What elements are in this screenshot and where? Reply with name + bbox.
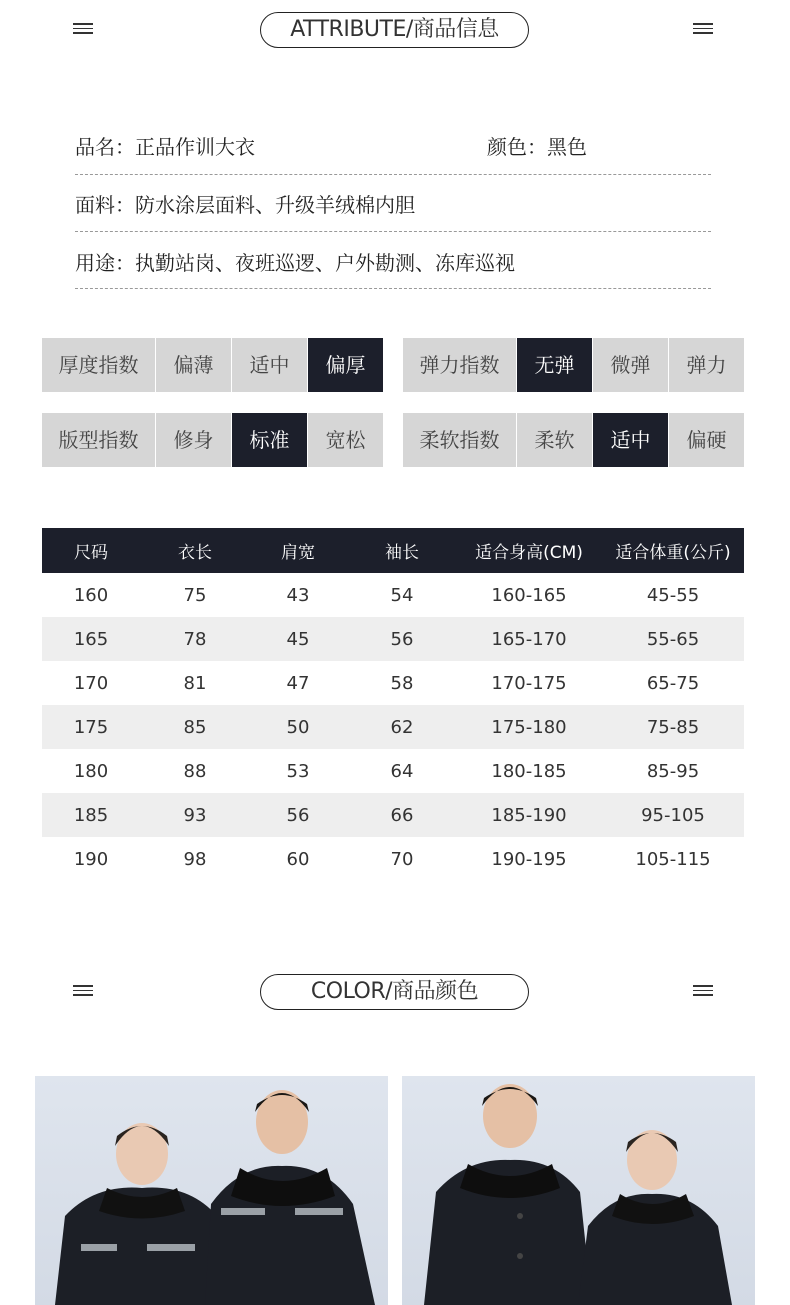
table-cell: 62 xyxy=(390,716,414,738)
index-label: 弹力指数 xyxy=(403,338,516,392)
attr-usage-line xyxy=(75,247,711,292)
menu-lines-icon xyxy=(693,985,713,999)
index-group xyxy=(403,338,744,392)
index-option: 宽松 xyxy=(308,413,383,467)
menu-lines-icon xyxy=(73,23,93,37)
size-table-body xyxy=(42,573,744,881)
table-cell: 175 xyxy=(73,716,109,738)
table-cell: 185 xyxy=(73,804,109,826)
table-cell: 180 xyxy=(73,760,109,782)
table-cell: 56 xyxy=(390,628,414,650)
divider xyxy=(75,288,711,289)
table-cell: 165-170 xyxy=(491,628,567,650)
table-cell: 70 xyxy=(390,848,414,870)
table-cell: 45 xyxy=(286,628,310,650)
table-cell: 105-115 xyxy=(635,848,711,870)
table-row xyxy=(42,617,744,661)
table-cell: 185-190 xyxy=(491,804,567,826)
table-cell: 175-180 xyxy=(491,716,567,738)
menu-lines-icon xyxy=(73,985,93,999)
index-option-selected: 无弹 xyxy=(517,338,592,392)
fabric-value: 防水涂层面料、升级羊绒棉内胆 xyxy=(135,193,415,217)
index-option: 偏薄 xyxy=(156,338,231,392)
attr-fabric-line xyxy=(75,189,711,234)
product-photo-left xyxy=(35,1076,388,1305)
product-photo-right xyxy=(402,1076,755,1305)
size-header-cell: 适合体重(公斤) xyxy=(615,543,731,563)
index-label: 柔软指数 xyxy=(403,413,516,467)
table-cell: 58 xyxy=(390,672,414,694)
index-label: 厚度指数 xyxy=(42,338,155,392)
index-option: 微弹 xyxy=(593,338,668,392)
size-table xyxy=(42,528,744,881)
size-header-cell: 肩宽 xyxy=(281,543,315,563)
table-row xyxy=(42,573,744,617)
table-cell: 180-185 xyxy=(491,760,567,782)
table-cell: 75 xyxy=(183,584,207,606)
index-option: 偏硬 xyxy=(669,413,744,467)
color-label: 颜色： xyxy=(487,135,547,159)
name-value: 正品作训大衣 xyxy=(135,135,255,159)
table-cell: 170 xyxy=(73,672,109,694)
table-cell: 170-175 xyxy=(491,672,567,694)
table-cell: 47 xyxy=(286,672,310,694)
index-group xyxy=(403,413,744,467)
color-section-header xyxy=(0,972,790,1012)
table-row xyxy=(42,793,744,837)
index-option: 弹力 xyxy=(669,338,744,392)
color-field xyxy=(487,131,587,160)
index-option: 柔软 xyxy=(517,413,592,467)
index-label: 版型指数 xyxy=(42,413,155,467)
table-cell: 75-85 xyxy=(646,716,700,738)
table-cell: 98 xyxy=(183,848,207,870)
table-cell: 160-165 xyxy=(491,584,567,606)
table-cell: 66 xyxy=(390,804,414,826)
table-cell: 65-75 xyxy=(646,672,700,694)
index-group xyxy=(42,413,383,467)
table-cell: 93 xyxy=(183,804,207,826)
usage-label: 用途： xyxy=(75,251,135,275)
table-cell: 85-95 xyxy=(646,760,700,782)
table-cell: 45-55 xyxy=(646,584,700,606)
index-option-selected: 偏厚 xyxy=(308,338,383,392)
color-value: 黑色 xyxy=(547,135,587,159)
index-option: 修身 xyxy=(156,413,231,467)
size-table-header xyxy=(42,528,744,573)
index-option: 适中 xyxy=(232,338,307,392)
table-cell: 81 xyxy=(183,672,207,694)
index-option-selected: 标准 xyxy=(232,413,307,467)
attr-name-color-line xyxy=(75,131,711,176)
attribute-title: ATTRIBUTE/商品信息 xyxy=(260,12,529,48)
size-header-cell: 适合身高(CM) xyxy=(475,543,583,563)
size-header-cell: 袖长 xyxy=(385,543,419,563)
menu-lines-icon xyxy=(693,23,713,37)
table-cell: 95-105 xyxy=(641,804,705,826)
attribute-section-header xyxy=(0,10,790,50)
table-cell: 56 xyxy=(286,804,310,826)
table-row xyxy=(42,837,744,881)
table-cell: 54 xyxy=(390,584,414,606)
table-row xyxy=(42,661,744,705)
table-cell: 190 xyxy=(73,848,109,870)
size-header-cell: 衣长 xyxy=(178,543,212,563)
table-cell: 50 xyxy=(286,716,310,738)
usage-value: 执勤站岗、夜班巡逻、户外勘测、冻库巡视 xyxy=(135,251,515,275)
divider xyxy=(75,174,711,175)
table-cell: 165 xyxy=(73,628,109,650)
table-cell: 64 xyxy=(390,760,414,782)
size-header-cell: 尺码 xyxy=(74,543,108,563)
table-row xyxy=(42,705,744,749)
color-title: COLOR/商品颜色 xyxy=(260,974,529,1010)
index-group xyxy=(42,338,383,392)
divider xyxy=(75,231,711,232)
fabric-label: 面料： xyxy=(75,193,135,217)
name-label: 品名： xyxy=(75,135,135,159)
table-cell: 53 xyxy=(286,760,310,782)
table-cell: 88 xyxy=(183,760,207,782)
index-option-selected: 适中 xyxy=(593,413,668,467)
table-cell: 78 xyxy=(183,628,207,650)
table-cell: 55-65 xyxy=(646,628,700,650)
table-cell: 60 xyxy=(286,848,310,870)
table-cell: 190-195 xyxy=(491,848,567,870)
table-cell: 160 xyxy=(73,584,109,606)
table-cell: 43 xyxy=(286,584,310,606)
table-row xyxy=(42,749,744,793)
table-cell: 85 xyxy=(183,716,207,738)
